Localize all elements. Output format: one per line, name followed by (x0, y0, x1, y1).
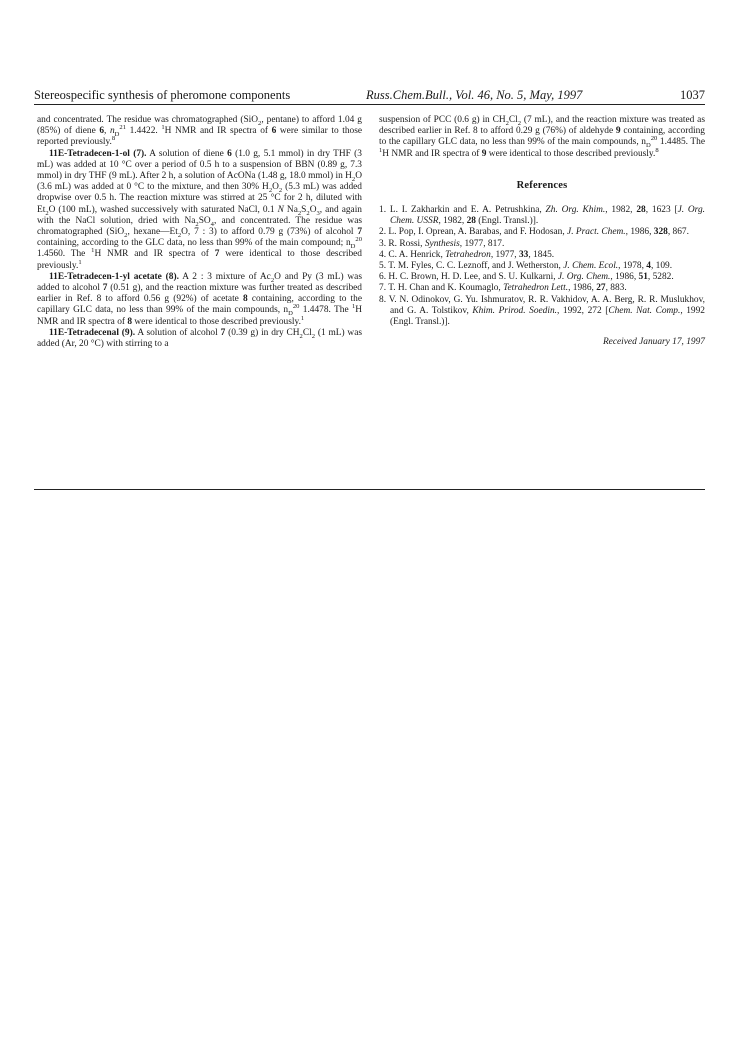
section-heading: 11E-Tetradecen-1-ol (7). (49, 148, 147, 159)
reference-item: 3. R. Rossi, Synthesis, 1977, 817. (379, 238, 505, 249)
received-date: Received January 17, 1997 (602, 337, 705, 348)
header-rule (34, 104, 705, 105)
reference-list (379, 205, 705, 328)
tetradecenal-paragraph: 11E-Tetradecenal (9). A solution of alcohol 7 (0.39 g) in dry $CH_2Cl_2$ (1 mL) was added (Ar, 20 °C) with stirring to a (37, 327, 363, 350)
journal-citation: Russ.Chem.Bull., Vol. 46, No. 5, May, 1997 (366, 88, 583, 102)
reference-item: 8. V. N. Odinokov, G. Yu. Ishmuratov, R. R. Vakhidov, A. A. Berg, R. R. Muslukhov, and G. A. Tolstikov, Khim. Prirod. Soedin., 1992, 272 [Chem. Nat. Comp., 1992 (Engl. Transl.)]. (379, 294, 705, 328)
left-column (37, 115, 362, 350)
section-heading: 11E-Tetradecen-1-yl acetate (8). (49, 271, 179, 282)
diene-paragraph: and concentrated. The residue was chromatographed (SiO$_2$, pentane) to afford 1.04 g (85%) of diene 6, $n_D^{21}$ 1.4422. $^1$H NMR and IR spectra of 6 were similar to those reported previously.$^8$ (37, 115, 363, 148)
reference-item: 5. T. M. Fyles, C. C. Leznoff, and J. Wetherston, J. Chem. Ecol., 1978, 4, 109. (379, 261, 673, 272)
bottom-rule (34, 489, 705, 490)
references-heading: References (516, 179, 568, 191)
reference-item: 4. C. A. Henrick, Tetrahedron, 1977, 33, 1845. (379, 249, 555, 260)
tetradecenol-paragraph: 11E-Tetradecen-1-ol (7). A solution of diene 6 (1.0 g, 5.1 mmol) in dry THF (3 mL) was added at 10 °C over a period of 0.5 h to a suspension of BBN (0.89 g, 7.3 mmol) in dry THF (9 mL). After 2 h, a solution of AcONa (1.48 g, 18.0 mmol) in $H_2O$ (3.6 mL) was added at 0 °C to the mixture, and then 30% $H_2O_2$ (5.3 mL) was added dropwise over 0.5 h. The reaction mixture was stirred at 25 °C for 2 h, diluted with $Et_2O$ (100 mL), washed successively with saturated NaCl, 0.1 N $Na_2S_2O_3$, and again with the NaCl solution, dried with $Na_2SO_4$, and concentrated. The residue was chromatographed (SiO$_2$, $hexane—Et_2O$, 7 : 3) to afford 0.79 g (73%) of alcohol 7 containing, according to the GLC data, no less than 99% of the main compound; $n_D^{20}$ 1.4560. The $^1$H NMR and IR spectra of 7 were identical to those described previously.$^1$ (37, 148, 363, 271)
reference-item: 2. L. Pop, I. Oprean, A. Barabas, and F. Hodosan, J. Pract. Chem., 1986, 328, 867. (379, 227, 689, 238)
acetate-paragraph: 11E-Tetradecen-1-yl acetate (8). A 2 : 3 mixture of $Ac_2O$ and Py (3 mL) was added to alcohol 7 (0.51 g), and the reaction mixture was further treated as described earlier in Ref. 8 to afford 0.56 g (92%) of acetate 8 containing, according to the capillary GLC data, no less than 99% of the main compounds, $n_D^{20}$ 1.4478. The $^1$H NMR and IR spectra of 8 were identical to those described previously.$^1$ (37, 271, 363, 327)
running-title: Stereospecific synthesis of pheromone components (34, 88, 291, 102)
reference-item: 1. L. I. Zakharkin and E. A. Petrushkina, Zh. Org. Khim., 1982, 28, 1623 [J. Org. Chem. USSR, 1982, 28 (Engl. Transl.)]. (379, 205, 706, 227)
right-column (379, 115, 705, 348)
page-number: 1037 (680, 88, 705, 102)
running-header (34, 88, 705, 102)
aldehyde-paragraph: suspension of PCC (0.6 g) in $CH_2Cl_2$ (7 mL), and the reaction mixture was treated as described earlier in Ref. 8 to afford 0.29 g (76%) of aldehyde 9 containing, according to the capillary GLC data, no less than 99% of the main compounds, $n_D^{20}$ 1.4485. The $^1$H NMR and IR spectra of 9 were identical to those described previously.$^8$ (379, 115, 706, 159)
section-heading: 11E-Tetradecenal (9). (49, 327, 136, 338)
reference-item: 7. T. H. Chan and K. Koumaglo, Tetrahedron Lett., 1986, 27, 883. (379, 283, 627, 294)
reference-item: 6. H. C. Brown, H. D. Lee, and S. U. Kulkarni, J. Org. Chem., 1986, 51, 5282. (379, 272, 674, 283)
